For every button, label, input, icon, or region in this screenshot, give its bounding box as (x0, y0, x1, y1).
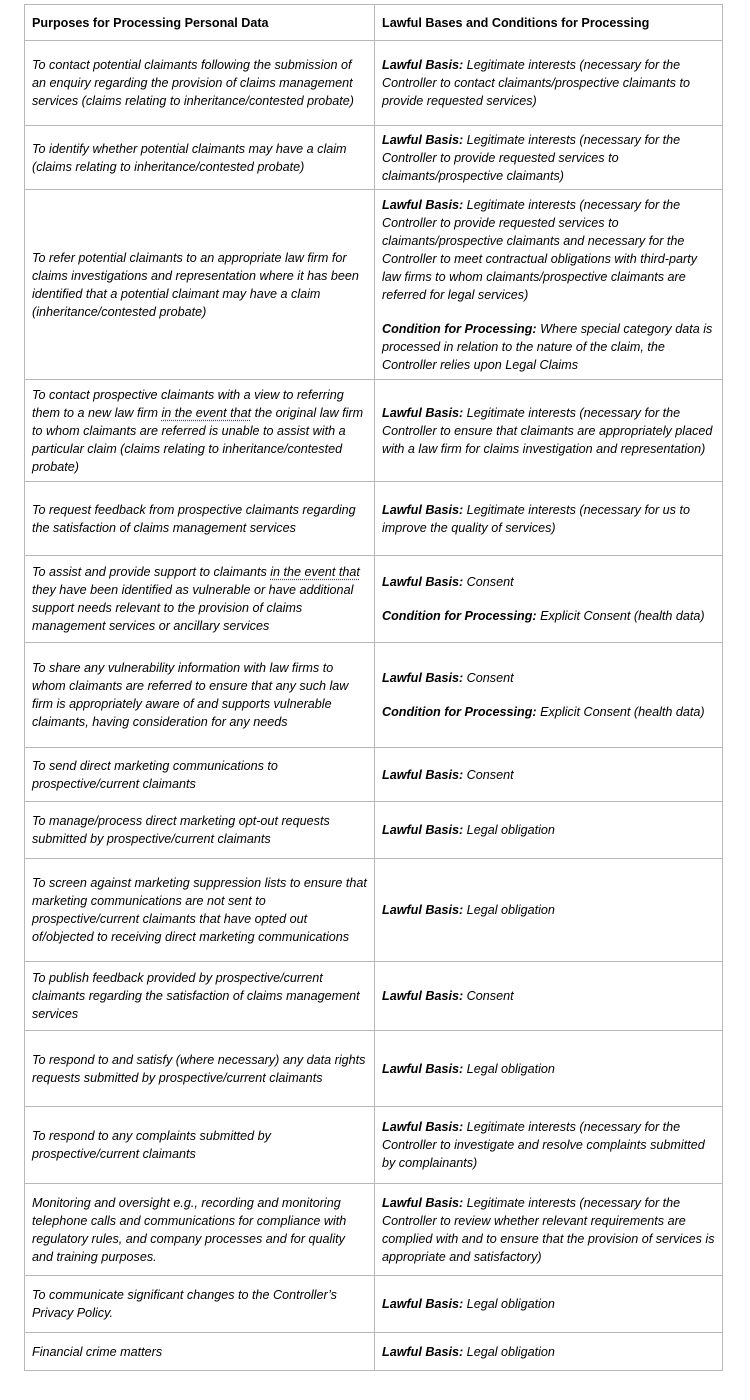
basis-label: Lawful Basis: (382, 989, 464, 1003)
basis-text: Consent (463, 671, 514, 685)
table-row (25, 190, 723, 380)
table-row (25, 126, 723, 190)
basis-label: Lawful Basis: (382, 823, 464, 837)
basis-text: Legitimate interests (necessary for the Controller to ensure that claimants are appropriately placed with a law firm for claims investigation and representation) (382, 405, 713, 456)
basis-label: Lawful Basis: (382, 903, 464, 917)
condition-text: Explicit Consent (health data) (536, 705, 705, 719)
basis-label: Lawful Basis: (382, 1120, 464, 1134)
basis-text: Legal obligation (463, 1344, 555, 1359)
condition-label: Condition for Processing: (382, 609, 537, 623)
table-row (25, 556, 723, 643)
table-row (25, 748, 723, 802)
basis-label: Lawful Basis: (382, 502, 464, 517)
basis-block (382, 669, 715, 687)
basis-label: Lawful Basis: (382, 197, 464, 212)
purpose-cell: To manage/process direct marketing opt-out requests submitted by prospective/current claimants (25, 802, 375, 859)
basis-cell (375, 1031, 723, 1107)
basis-text: Consent (463, 767, 514, 782)
table-row (25, 41, 723, 126)
basis-text: Legitimate interests (necessary for us to improve the quality of services) (382, 502, 690, 535)
basis-text: Legitimate interests (necessary for the Controller to provide requested services to claimants/prospective claimants and necessary for the Controller to meet contractual obligations with third-party law firms to whom claimants/prospective claimants are referred for legal services) (382, 197, 697, 302)
purpose-cell: To identify whether potential claimants may have a claim (claims relating to inheritance/contested probate) (25, 126, 375, 190)
purpose-cell: To respond to and satisfy (where necessary) any data rights requests submitted by prospective/current claimants (25, 1031, 375, 1107)
basis-cell (375, 41, 723, 126)
basis-cell (375, 126, 723, 190)
basis-label: Lawful Basis: (382, 575, 464, 589)
basis-cell (375, 859, 723, 962)
basis-text: Legitimate interests (necessary for the Controller to investigate and resolve complaints submitted by complainants) (382, 1120, 705, 1170)
basis-label: Lawful Basis: (382, 132, 464, 147)
condition-text: Where special category data is processed in relation to the nature of the claim, the Controller relies upon Legal Claims (382, 321, 713, 372)
purpose-cell: To request feedback from prospective claimants regarding the satisfaction of claims management services (25, 482, 375, 556)
basis-label: Lawful Basis: (382, 671, 464, 685)
header-row (25, 5, 723, 41)
basis-label: Lawful Basis: (382, 1344, 464, 1359)
table-row (25, 802, 723, 859)
flagged-phrase: in the event that (161, 405, 252, 420)
purpose-text: To assist and provide support to claimants (32, 565, 271, 579)
purpose-text: they have been identified as vulnerable or have additional support needs relevant to the provision of claims management services or ancillary services (32, 583, 354, 633)
basis-cell (375, 556, 723, 643)
basis-cell (375, 1107, 723, 1184)
purpose-cell: Monitoring and oversight e.g., recording and monitoring telephone calls and communications for compliance with regulatory rules, and company processes and for quality and training purposes. (25, 1184, 375, 1276)
purpose-text: To contact prospective claimants with a view to referring them to a new law firm (32, 387, 344, 420)
basis-text: Legitimate interests (necessary for the Controller to review whether relevant requirements are complied with and to ensure that the provision of services is appropriate and satisfactory) (382, 1195, 715, 1264)
purpose-cell (25, 380, 375, 482)
table-row (25, 643, 723, 748)
purpose-text: the original law firm to whom claimants are referred is unable to assist with a particular claim (claims relating to inheritance/contested probate) (32, 405, 364, 474)
table-row (25, 1276, 723, 1333)
processing-table (24, 4, 723, 1371)
basis-cell (375, 748, 723, 802)
table-row (25, 859, 723, 962)
basis-text: Legal obligation (463, 1297, 555, 1311)
condition-label: Condition for Processing: (382, 705, 537, 719)
basis-cell (375, 482, 723, 556)
purpose-cell: To send direct marketing communications to prospective/current claimants (25, 748, 375, 802)
header-purposes: Purposes for Processing Personal Data (25, 5, 375, 41)
purpose-cell: To refer potential claimants to an appropriate law firm for claims investigations and representation where it has been identified that a potential claimant may have a claim (inheritance/contested probate) (25, 190, 375, 380)
basis-text: Legal obligation (463, 1061, 555, 1076)
condition-text: Explicit Consent (health data) (536, 609, 705, 623)
basis-label: Lawful Basis: (382, 1195, 464, 1210)
basis-cell (375, 190, 723, 380)
table-row (25, 962, 723, 1031)
basis-block (382, 196, 715, 304)
table-row (25, 380, 723, 482)
basis-label: Lawful Basis: (382, 767, 464, 782)
condition-block (382, 703, 715, 721)
table-row (25, 1031, 723, 1107)
basis-text: Legal obligation (463, 903, 555, 917)
basis-text: Consent (463, 989, 514, 1003)
basis-label: Lawful Basis: (382, 405, 464, 420)
basis-label: Lawful Basis: (382, 58, 464, 72)
flagged-phrase: in the event that (270, 565, 360, 579)
condition-label: Condition for Processing: (382, 321, 537, 336)
table-row (25, 1107, 723, 1184)
basis-cell (375, 643, 723, 748)
table-row (25, 482, 723, 556)
purpose-cell: Financial crime matters (25, 1333, 375, 1371)
basis-cell (375, 1333, 723, 1371)
basis-cell (375, 962, 723, 1031)
basis-text: Consent (463, 575, 514, 589)
purpose-cell: To contact potential claimants following the submission of an enquiry regarding the provision of claims management services (claims relating to inheritance/contested probate) (25, 41, 375, 126)
basis-cell (375, 380, 723, 482)
basis-text: Legal obligation (463, 823, 555, 837)
table-row (25, 1333, 723, 1371)
purpose-cell: To communicate significant changes to the Controller’s Privacy Policy. (25, 1276, 375, 1333)
purpose-cell: To respond to any complaints submitted by prospective/current claimants (25, 1107, 375, 1184)
basis-text: Legitimate interests (necessary for the Controller to provide requested services to claimants/prospective claimants) (382, 132, 681, 183)
purpose-cell: To share any vulnerability information with law firms to whom claimants are referred to ensure that any such law firm is appropriately aware of and supports vulnerable claimants, having consideration for any needs (25, 643, 375, 748)
condition-block (382, 607, 715, 625)
basis-label: Lawful Basis: (382, 1061, 464, 1076)
table-row (25, 1184, 723, 1276)
basis-block (382, 573, 715, 591)
basis-label: Lawful Basis: (382, 1297, 464, 1311)
purpose-cell: To screen against marketing suppression lists to ensure that marketing communications are not sent to prospective/current claimants that have opted out of/objected to receiving direct marketing communications (25, 859, 375, 962)
header-lawful-bases: Lawful Bases and Conditions for Processing (375, 5, 723, 41)
basis-text: Legitimate interests (necessary for the Controller to contact claimants/prospective claimants to provide requested services) (382, 58, 690, 108)
condition-block (382, 320, 715, 374)
purpose-cell: To publish feedback provided by prospective/current claimants regarding the satisfaction of claims management services (25, 962, 375, 1031)
basis-cell (375, 802, 723, 859)
purpose-cell (25, 556, 375, 643)
basis-cell (375, 1184, 723, 1276)
basis-cell (375, 1276, 723, 1333)
